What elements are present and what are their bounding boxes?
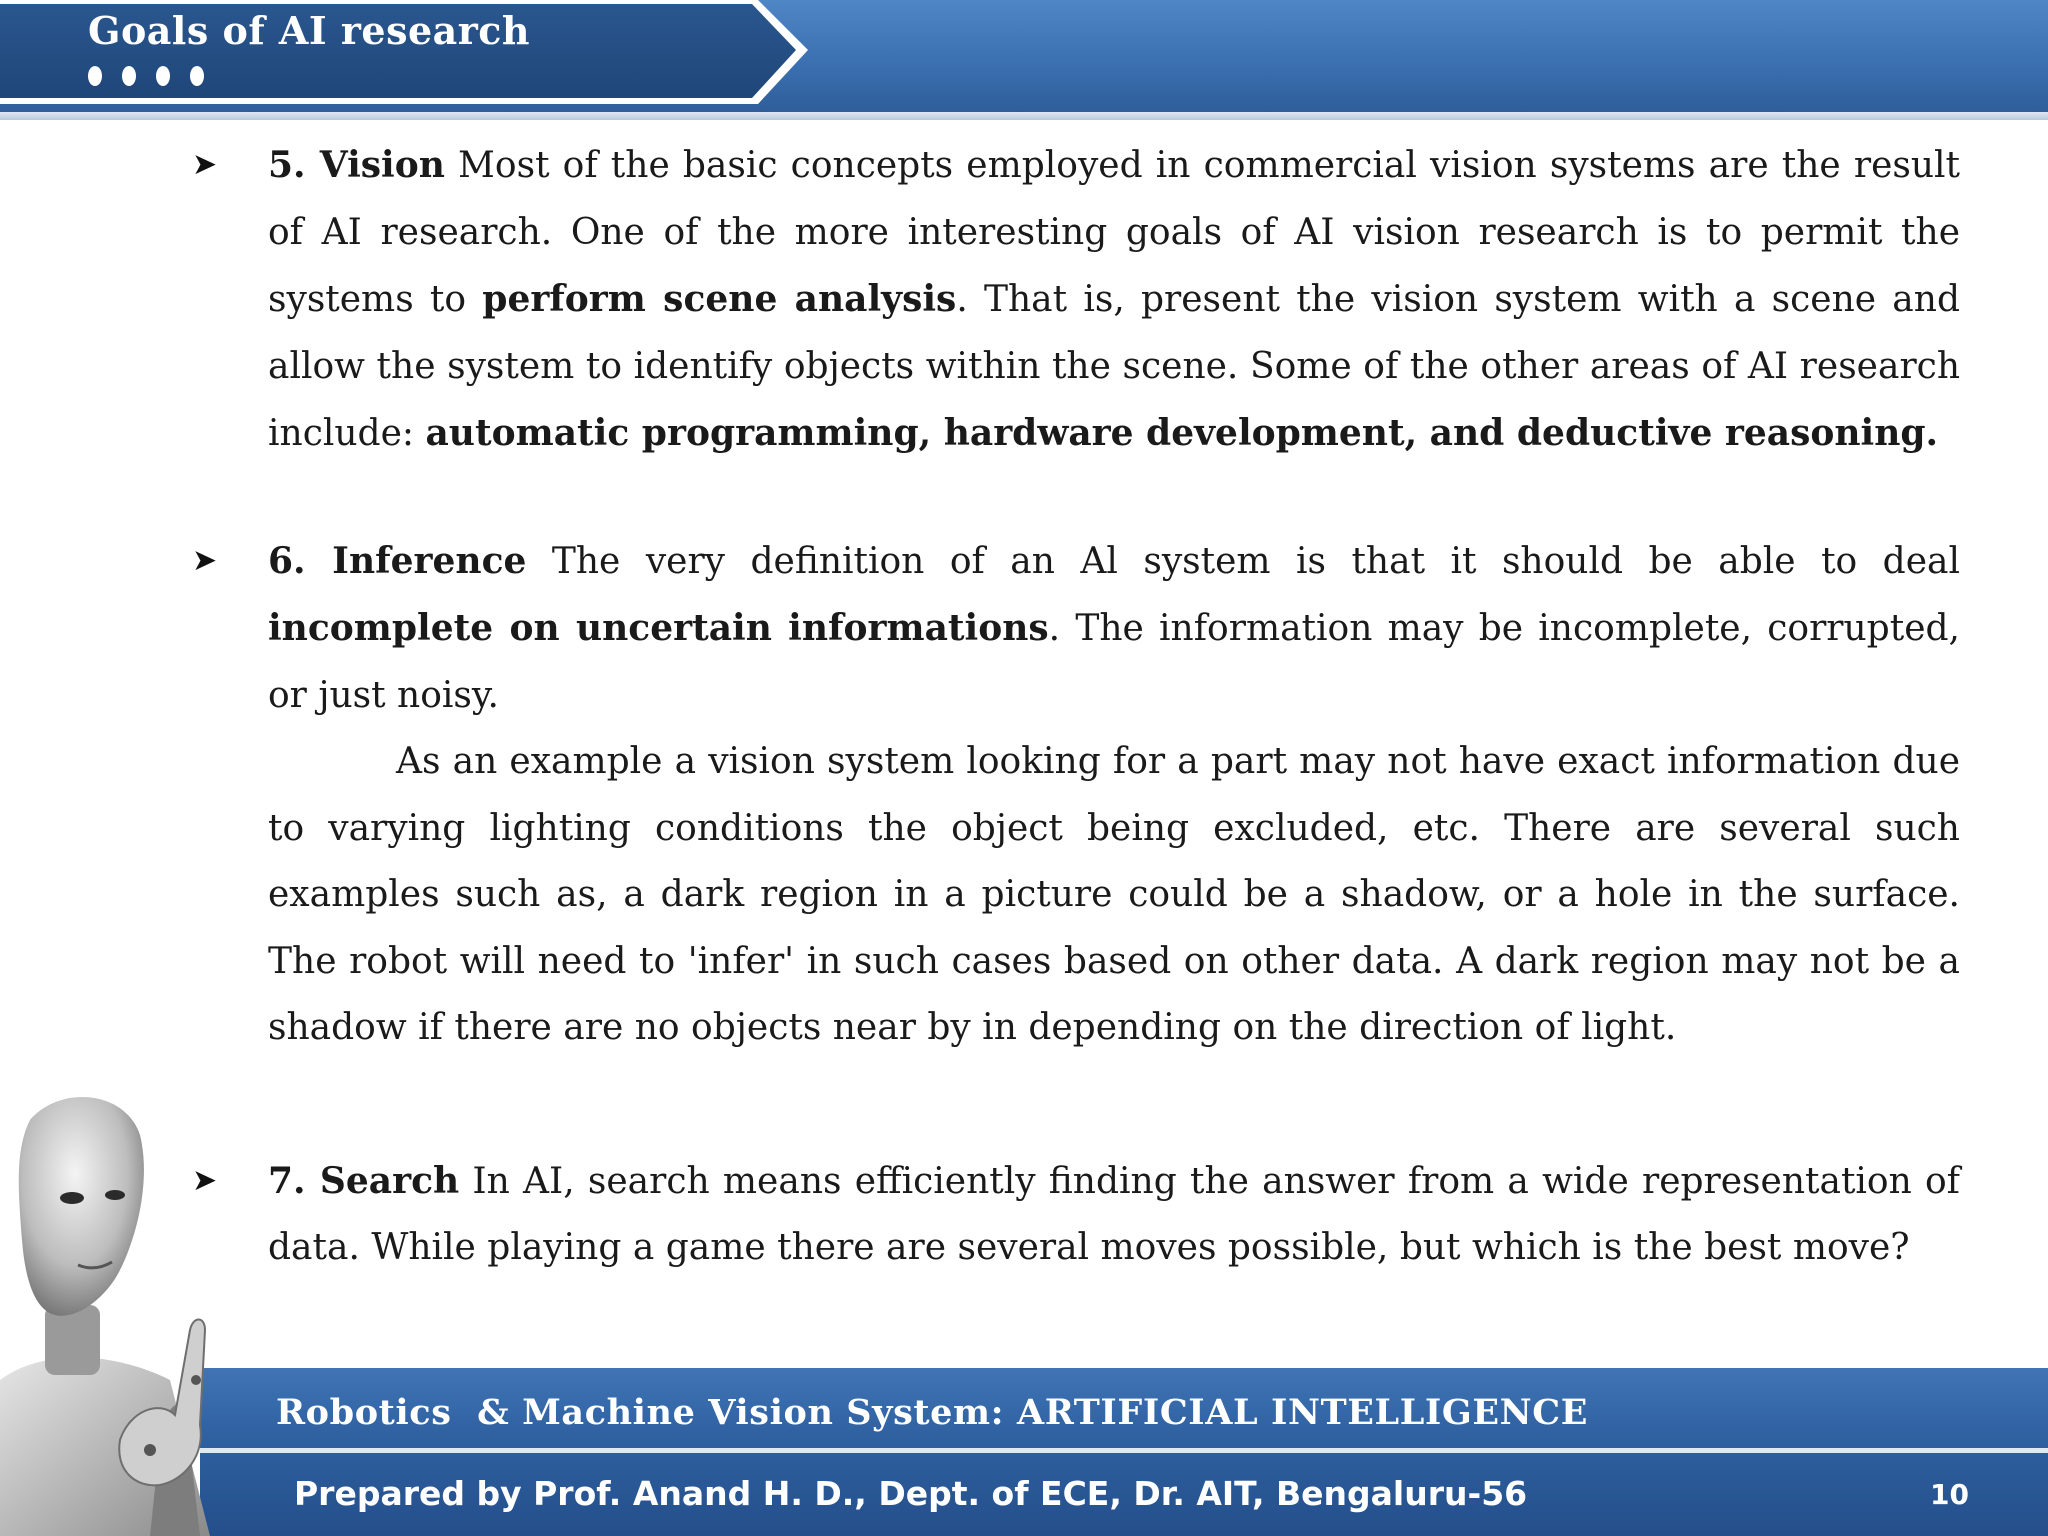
section-emphasis: perform scene analysis (482, 278, 957, 320)
slide-content (190, 132, 1960, 1282)
header-divider (0, 112, 2048, 120)
section-inference (190, 528, 1960, 1062)
section-paragraph (268, 132, 1960, 468)
section-paragraph (268, 528, 1960, 730)
footer-credit: Prepared by Prof. Anand H. D., Dept. of ECE, Dr. AIT, Bengaluru-56 (294, 1474, 1528, 1513)
section-label: 5. Vision (268, 144, 445, 186)
spacer (190, 468, 1960, 528)
section-paragraph-2: As an example a vision system looking for a part may not have exact information due to varying lighting conditions the object being excluded, etc. There are several such examples such as, a dark region in a picture could be a shadow, or a hole in the surface. The robot will need to 'infer' in such cases based on other data. A dark region may not be a shadow if there are no objects near by in depending on the direction of light. (268, 741, 1960, 1048)
section-text: Most of the basic concepts employed in commercial vision systems are the result of AI research. One of the more interesting goals of AI vision research is to permit the systems to (268, 145, 1961, 320)
arrowhead-bullet-icon: ➤ (192, 1162, 218, 1198)
dot (122, 66, 136, 86)
footer-divider (200, 1448, 2048, 1453)
dot (190, 66, 204, 86)
robot-illustration-icon (0, 1080, 240, 1536)
section-emphasis: automatic programming, hardware development, and deductive reasoning. (425, 412, 1939, 454)
slide-title: Goals of AI research (88, 8, 531, 53)
section-text: In AI, search means efficiently finding the answer from a wide representation of data. While playing a game there are several moves possible, but which is the best move? (268, 1160, 1960, 1268)
arrowhead-bullet-icon: ➤ (192, 147, 218, 182)
dot (88, 66, 102, 86)
page-number: 10 (1930, 1478, 1969, 1511)
footer-course-title: Robotics & Machine Vision System: ARTIFICIAL INTELLIGENCE (276, 1392, 1588, 1433)
section-label: 7. Search (268, 1159, 460, 1202)
section-search (190, 1148, 1960, 1282)
section-emphasis: incomplete on uncertain informations (268, 607, 1049, 649)
section-label: 6. Inference (268, 539, 527, 582)
dot (156, 66, 170, 86)
spacer (190, 1062, 1960, 1148)
section-text: The very definition of an Al system is that it should be able to deal (526, 540, 1960, 582)
section-text: . The information may be incomplete, corrupted, or just noisy. (268, 608, 1960, 716)
section-paragraph (268, 1148, 1960, 1282)
arrowhead-bullet-icon: ➤ (192, 542, 218, 578)
section-text: . That is, present the vision system with a scene and allow the system to identify objects within the scene. Some of the other areas of AI research include: (268, 279, 1960, 454)
header-dots (88, 66, 204, 86)
section-vision (190, 132, 1960, 468)
